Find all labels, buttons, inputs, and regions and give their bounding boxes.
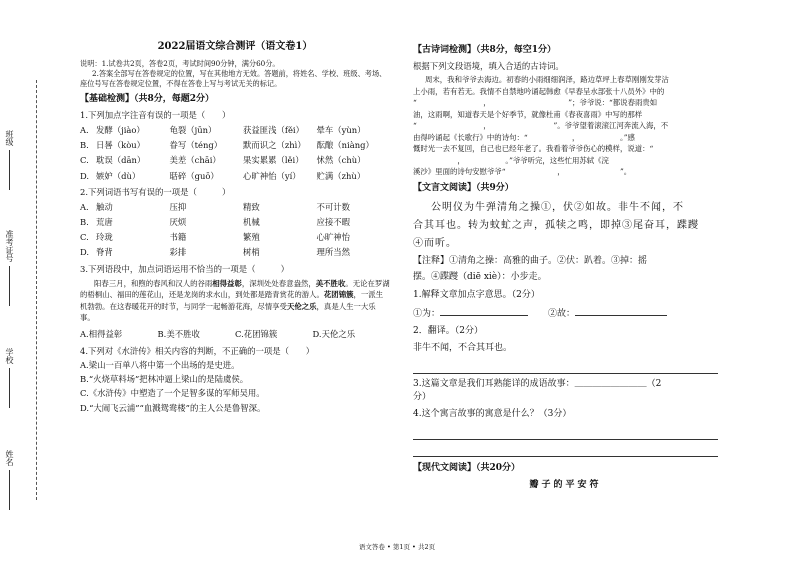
option-word: 眷写（téng） (169, 140, 223, 151)
option-word: 繁殖 (243, 232, 260, 243)
classical-line: 合其耳也。转为蚊虻之声，孤犊之鸣，即掉③尾奋耳，蹀躞 (413, 219, 699, 231)
option-word: 理所当然 (316, 247, 350, 258)
option-letter: A. (80, 124, 89, 135)
poetry-section-title: 【古诗词检测】（共8分，每空1分） (413, 45, 557, 55)
option-letter: C. (80, 155, 89, 166)
poetry-line: 慨时光一去不复回，自己也已经年老了。我看着爷爷伤心的模样，说道：“ (413, 144, 654, 154)
page-footer: 语文答卷 • 第1页 • 共2页 (358, 543, 436, 551)
q4-option-a[interactable]: A.梁山一百单八将中第一个出场的是史进。 (80, 360, 240, 371)
option-word: 嫉妒（dù） (96, 170, 141, 181)
option-word: 不可计数 (316, 201, 350, 212)
answer-wei[interactable] (413, 306, 528, 321)
q3-options (80, 328, 390, 340)
note-line: 【注释】①清角之操：高雅的曲子。②伏：趴着。③掉：摇 (413, 255, 648, 266)
option-word: 厌烦 (169, 217, 187, 228)
option-word: 荒唐 (96, 217, 113, 228)
instruction-1: 说明：1.试卷共2页，答卷2页，考试时间90分钟，满分60分。 (80, 58, 280, 68)
class-label: 班级 (5, 130, 14, 146)
answer-gu[interactable] (548, 306, 667, 321)
q1-stem: 1.下列加点字注音有误的一项是（ ） (80, 109, 231, 120)
q3-text: 3.这篇文章是我们耳熟能详的成语故事：＿＿＿＿＿＿＿＿（2 (413, 379, 662, 390)
moral-answer-line-2[interactable] (413, 442, 718, 457)
classical-section-title: 【文言文阅读】（共9分） (413, 183, 514, 194)
poetry-intro: 根据下列文段语境，填入合适的古诗词。 (413, 61, 564, 72)
option-word: 美差（chāi） (169, 155, 221, 166)
classical-q1-answers (413, 306, 718, 321)
option-letter: D. (80, 170, 90, 181)
option-word: 玲珑 (96, 232, 113, 243)
q4-option-c[interactable]: C.《水浒传》中塑造了一个足智多谋的军师吴用。 (80, 388, 265, 399)
option-letter: B. (80, 140, 89, 151)
classical-q4: 4.这个寓言故事的寓意是什么？（3分） (413, 409, 572, 420)
option-word: 果实累累（lěi） (243, 155, 304, 166)
q1-options (80, 124, 390, 182)
passage-marked-word: 相得益彰 (212, 278, 242, 288)
exam-number-field[interactable] (4, 230, 15, 306)
story-title: 瓣子的平安符 (529, 480, 602, 491)
right-column (413, 40, 718, 492)
option-word: 聒碎（guō） (169, 170, 219, 181)
q1-option-a[interactable] (80, 124, 390, 136)
classical-q2-sentence: 非牛不闻，不合其耳也。 (413, 343, 513, 354)
option-word: 日晷（kòu） (96, 140, 146, 151)
classical-text (413, 199, 718, 253)
q2-option-a[interactable] (80, 201, 390, 213)
note-line: 摆。④蹀躞（diē xiè）：小步走。 (413, 271, 547, 282)
option-word: 彩排 (169, 247, 187, 258)
option-letter: C. (80, 232, 89, 243)
poetry-passage[interactable] (413, 74, 718, 177)
option-word: 晕车（yùn） (316, 124, 366, 135)
moral-answer-line-1[interactable] (413, 425, 718, 440)
basic-section-title: 【基础检测】（共8分，每题2分） (80, 93, 215, 104)
class-underline (9, 150, 10, 190)
q2-option-c[interactable] (80, 231, 390, 243)
passage-text: ，真是人生一大乐事。 (80, 301, 376, 323)
answer-label: ②故： (548, 308, 576, 319)
option-word: 触动 (96, 201, 113, 212)
answer-blank[interactable] (575, 306, 667, 316)
option-word: 机械 (243, 217, 260, 228)
q3-option-b[interactable]: B.美不胜收 (157, 328, 200, 339)
poetry-line: 油，这雨啊，知道春天是个好季节，就像杜甫《春夜喜雨》中写的那样 (413, 109, 643, 119)
translation-answer-line[interactable] (413, 359, 718, 374)
option-word: 压抑 (169, 201, 187, 212)
option-word: 获益匪浅（fěi） (243, 124, 304, 135)
poetry-line: “ ， ”；爷爷说：“都说春雨贵如 (413, 98, 658, 108)
exam-number-underline (9, 266, 10, 306)
passage-text: ，深圳处处春意盎然， (241, 278, 316, 288)
q4-option-d[interactable]: D.“大闹飞云浦”“血溅鸳鸯楼”的主人公是鲁智深。 (80, 402, 266, 413)
answer-label: ①为： (413, 308, 441, 319)
classical-notes (413, 253, 718, 285)
option-letter: D. (80, 247, 90, 258)
exam-title: 2022届语文综合测评（语文卷1） (157, 41, 313, 52)
binding-margin (0, 0, 78, 561)
q3-option-d[interactable]: D.天伦之乐 (312, 328, 356, 339)
q2-stem: 2.下列词语书写有误的一项是（ ） (80, 186, 231, 197)
option-word: 怵然（chù） (316, 155, 366, 166)
school-underline (9, 368, 10, 408)
instruction-2: 2.答案全部写在答卷规定的位置，写在其他地方无效。答题前，将姓名、学校、班级、考场、座位号写在答卷规定位置，不得在答卷上写与考试无关的标记。 (80, 68, 387, 88)
option-word: 书籍 (169, 232, 187, 243)
answer-blank[interactable] (440, 306, 528, 316)
option-word: 脊背 (96, 247, 113, 258)
school-label: 学校 (5, 348, 14, 364)
q3-option-c[interactable]: C.花团锦簇 (235, 328, 278, 339)
classical-q1: 1.解释文章加点字意思。（2分） (413, 289, 540, 300)
class-field[interactable] (4, 130, 15, 190)
q3-text-cont: 分） (413, 392, 432, 403)
passage-marked-word: 天伦之乐 (286, 301, 317, 311)
classical-q2: 2．翻译。（2分） (413, 325, 483, 336)
q2-options (80, 201, 390, 259)
poetry-line: 由得吟诵起《长歌行》中的诗句：“ ， 。”感 (413, 132, 635, 142)
modern-section-title: 【现代文阅读】（共20分） (413, 463, 521, 474)
passage-text: 阳春三月，和煦的春风和汉人的谷雨 (94, 278, 213, 288)
classical-line: 公明仪为牛弹清角之操①，伏②如故。非牛不闻，不 (431, 201, 684, 213)
left-column (80, 40, 390, 416)
q1-option-c[interactable] (80, 154, 390, 166)
passage-text: 。无论在罗湖的梧桐山、福田的莲花山，还是龙岗的求水山，到处都是踏青赏花的游人。 (80, 278, 390, 300)
option-word: 耽误（dān） (96, 155, 146, 166)
option-letter: B. (80, 217, 89, 228)
q3-passage (80, 278, 390, 324)
q2-option-b[interactable] (80, 216, 390, 228)
instructions (80, 59, 390, 89)
poetry-line: ， 。”爷爷听完，这些忙用苏轼《浣 (413, 155, 609, 165)
q3-stem: 3.下列语段中，加点词语运用不恰当的一项是（ ） (80, 263, 289, 274)
classical-line: ④而听。 (413, 237, 457, 249)
name-field[interactable] (4, 450, 15, 510)
option-letter: A. (80, 201, 89, 212)
exam-number-label: 准考证号 (5, 230, 14, 262)
option-word: 心旷神怡（yí） (243, 170, 301, 181)
classical-q3[interactable] (413, 378, 718, 404)
poetry-line: 周末，我和爷爷去海边。初春的小雨细细润泽，路边草坪上春草刚刚发芽沾 (425, 75, 669, 85)
name-label: 姓名 (5, 450, 14, 466)
poetry-line: 溪沙》里面的诗句安慰爷爷“ ， ”。 (413, 166, 632, 176)
passage-text: ，一派生机勃勃。在这春暖花开的时节，与同学一起畅游花海，尽情享受 (80, 290, 384, 311)
q3-option-a[interactable]: A.相得益彰 (80, 328, 123, 339)
option-word: 贮满（zhù） (316, 170, 366, 181)
option-word: 默而识之（zhì） (243, 140, 306, 151)
cut-line (36, 80, 37, 500)
poetry-line: 上小雨，若有若无。我情不自禁地吟诵起韩愈《早春呈水部张十八员外》中的 (413, 86, 665, 96)
q1-option-b[interactable] (80, 139, 390, 151)
name-underline (9, 470, 10, 510)
option-word: 发酵（jiào） (96, 124, 145, 135)
poetry-line: “ ， ”。爷爷望着滚滚江河奔流入海，不 (413, 121, 669, 131)
q2-option-d[interactable] (80, 246, 390, 258)
option-word: 龟裂（jūn） (169, 124, 217, 135)
school-field[interactable] (4, 348, 15, 408)
option-word: 心旷神怡 (316, 232, 350, 243)
option-word: 树梢 (243, 247, 260, 258)
q4-option-b[interactable]: B.“火烧草料场”把林冲逼上梁山的是陆虞侯。 (80, 374, 249, 385)
q4-stem: 4.下列对《水浒传》相关内容的判断，不正确的一项是（ ） (80, 345, 315, 356)
option-word: 精致 (243, 201, 260, 212)
passage-marked-word: 花团锦簇 (323, 290, 354, 300)
option-word: 应接不暇 (316, 217, 350, 228)
q1-option-d[interactable] (80, 170, 390, 182)
option-word: 酝酿（niàng） (316, 140, 374, 151)
passage-marked-word: 美不胜收 (315, 278, 346, 288)
